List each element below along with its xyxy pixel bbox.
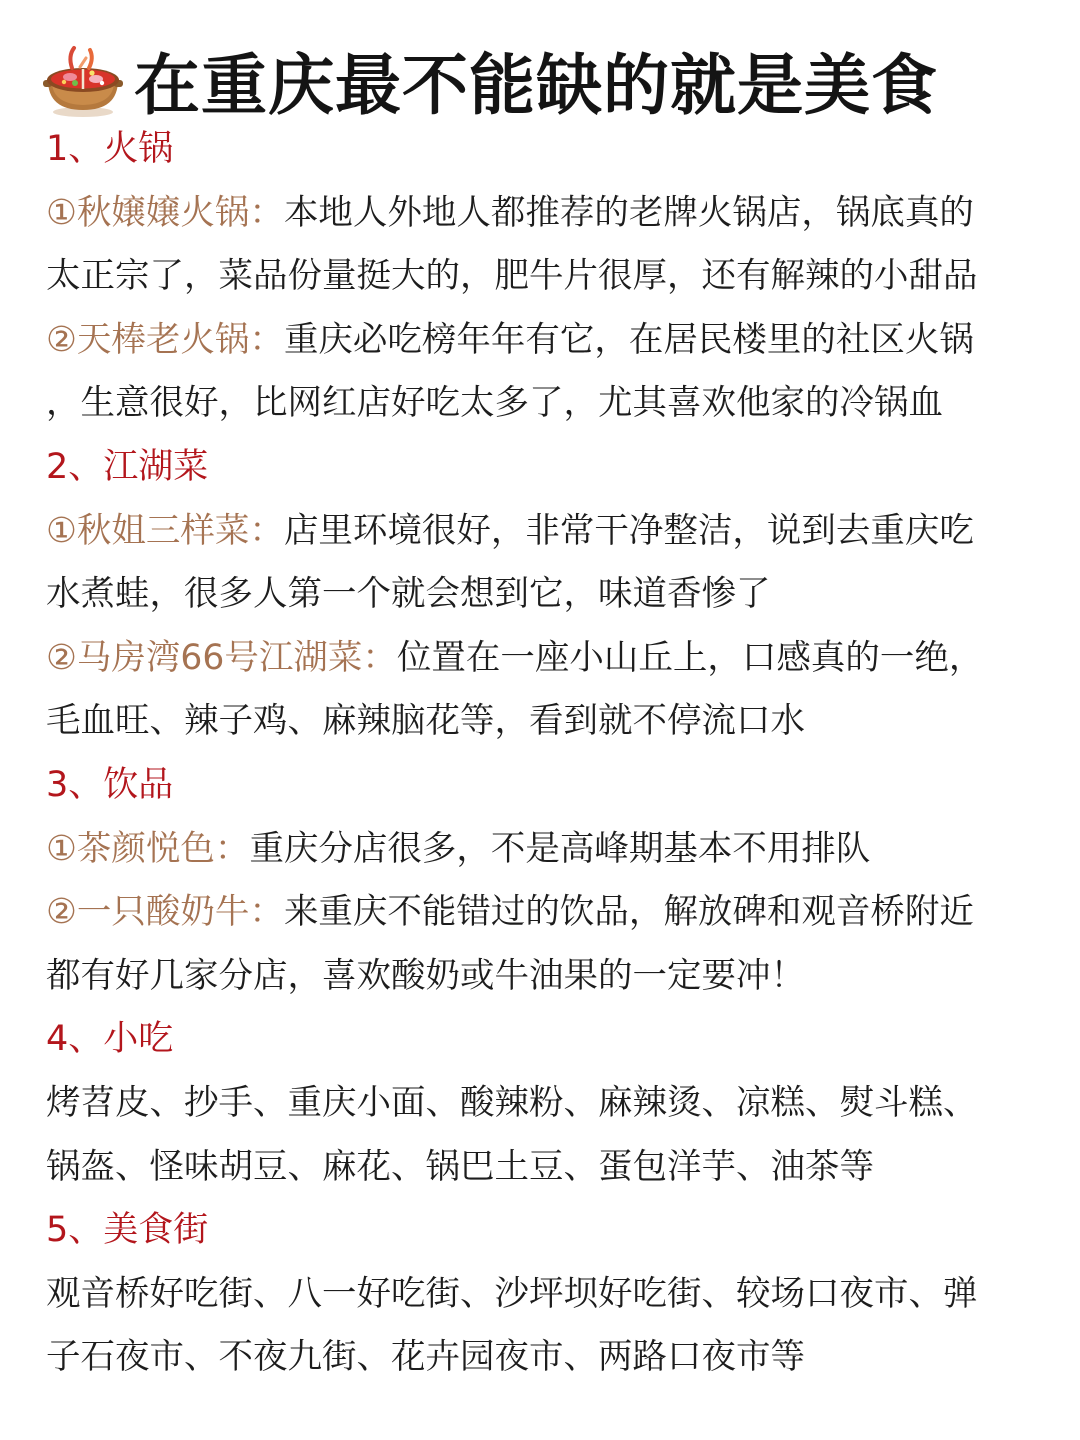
item-text: 重庆必吃榜年年有它，在居民楼里的社区火锅 — [283, 319, 974, 360]
item-name: ②一只酸奶牛： — [46, 892, 284, 933]
section-heading: 2、江湖菜 — [46, 446, 209, 487]
item-text: 位置在一座小山丘上，口感真的一绝， — [396, 637, 984, 678]
item-name: ①秋嬢嬢火锅： — [46, 192, 284, 233]
list-item — [46, 818, 1040, 882]
list-item — [46, 182, 1040, 246]
item-name: ①茶颜悦色： — [46, 828, 250, 869]
title-row — [42, 34, 938, 124]
hotpot-icon — [42, 38, 124, 120]
item-text-continued: 毛血旺、辣子鸡、麻辣脑花等，看到就不停流口水 — [46, 701, 805, 742]
section-heading: 5、美食街 — [46, 1210, 209, 1251]
item-text-continued: 太正宗了，菜品份量挺大的，肥牛片很厚，还有解辣的小甜品 — [46, 256, 978, 297]
food-street-line: 子石夜市、不夜九街、花卉园夜市、两路口夜市等 — [46, 1337, 805, 1378]
list-item — [46, 500, 1040, 564]
section-heading: 3、饮品 — [46, 764, 174, 805]
item-text-continued: 都有好几家分店，喜欢酸奶或牛油果的一定要冲！ — [46, 955, 805, 996]
item-text: 来重庆不能错过的饮品，解放碑和观音桥附近 — [283, 892, 974, 933]
item-text: 本地人外地人都推荐的老牌火锅店，锅底真的 — [283, 192, 974, 233]
page-title: 在重庆最不能缺的就是美食 — [134, 46, 938, 124]
section-heading: 4、小吃 — [46, 1019, 174, 1060]
content — [46, 118, 1040, 1390]
section-heading: 1、火锅 — [46, 129, 174, 169]
food-street-line: 观音桥好吃街、八一好吃街、沙坪坝好吃街、较场口夜市、弹 — [46, 1273, 978, 1314]
item-text-continued: ，生意很好，比网红店好吃太多了，尤其喜欢他家的冷锅血 — [46, 383, 943, 424]
snack-list-line: 烤苕皮、抄手、重庆小面、酸辣粉、麻辣烫、凉糕、熨斗糕、 — [46, 1082, 978, 1123]
list-item — [46, 627, 1040, 691]
item-name: ②马房湾66号江湖菜： — [46, 637, 397, 678]
list-item — [46, 309, 1040, 373]
item-text: 店里环境很好，非常干净整洁，说到去重庆吃 — [283, 510, 974, 551]
list-item — [46, 881, 1040, 945]
item-name: ①秋姐三样菜： — [46, 510, 284, 551]
item-text-continued: 水煮蛙，很多人第一个就会想到它，味道香惨了 — [46, 574, 771, 615]
item-text: 重庆分店很多，不是高峰期基本不用排队 — [249, 828, 871, 869]
item-name: ②天棒老火锅： — [46, 319, 284, 360]
snack-list-line: 锅盔、怪味胡豆、麻花、锅巴土豆、蛋包洋芋、油茶等 — [46, 1146, 874, 1187]
